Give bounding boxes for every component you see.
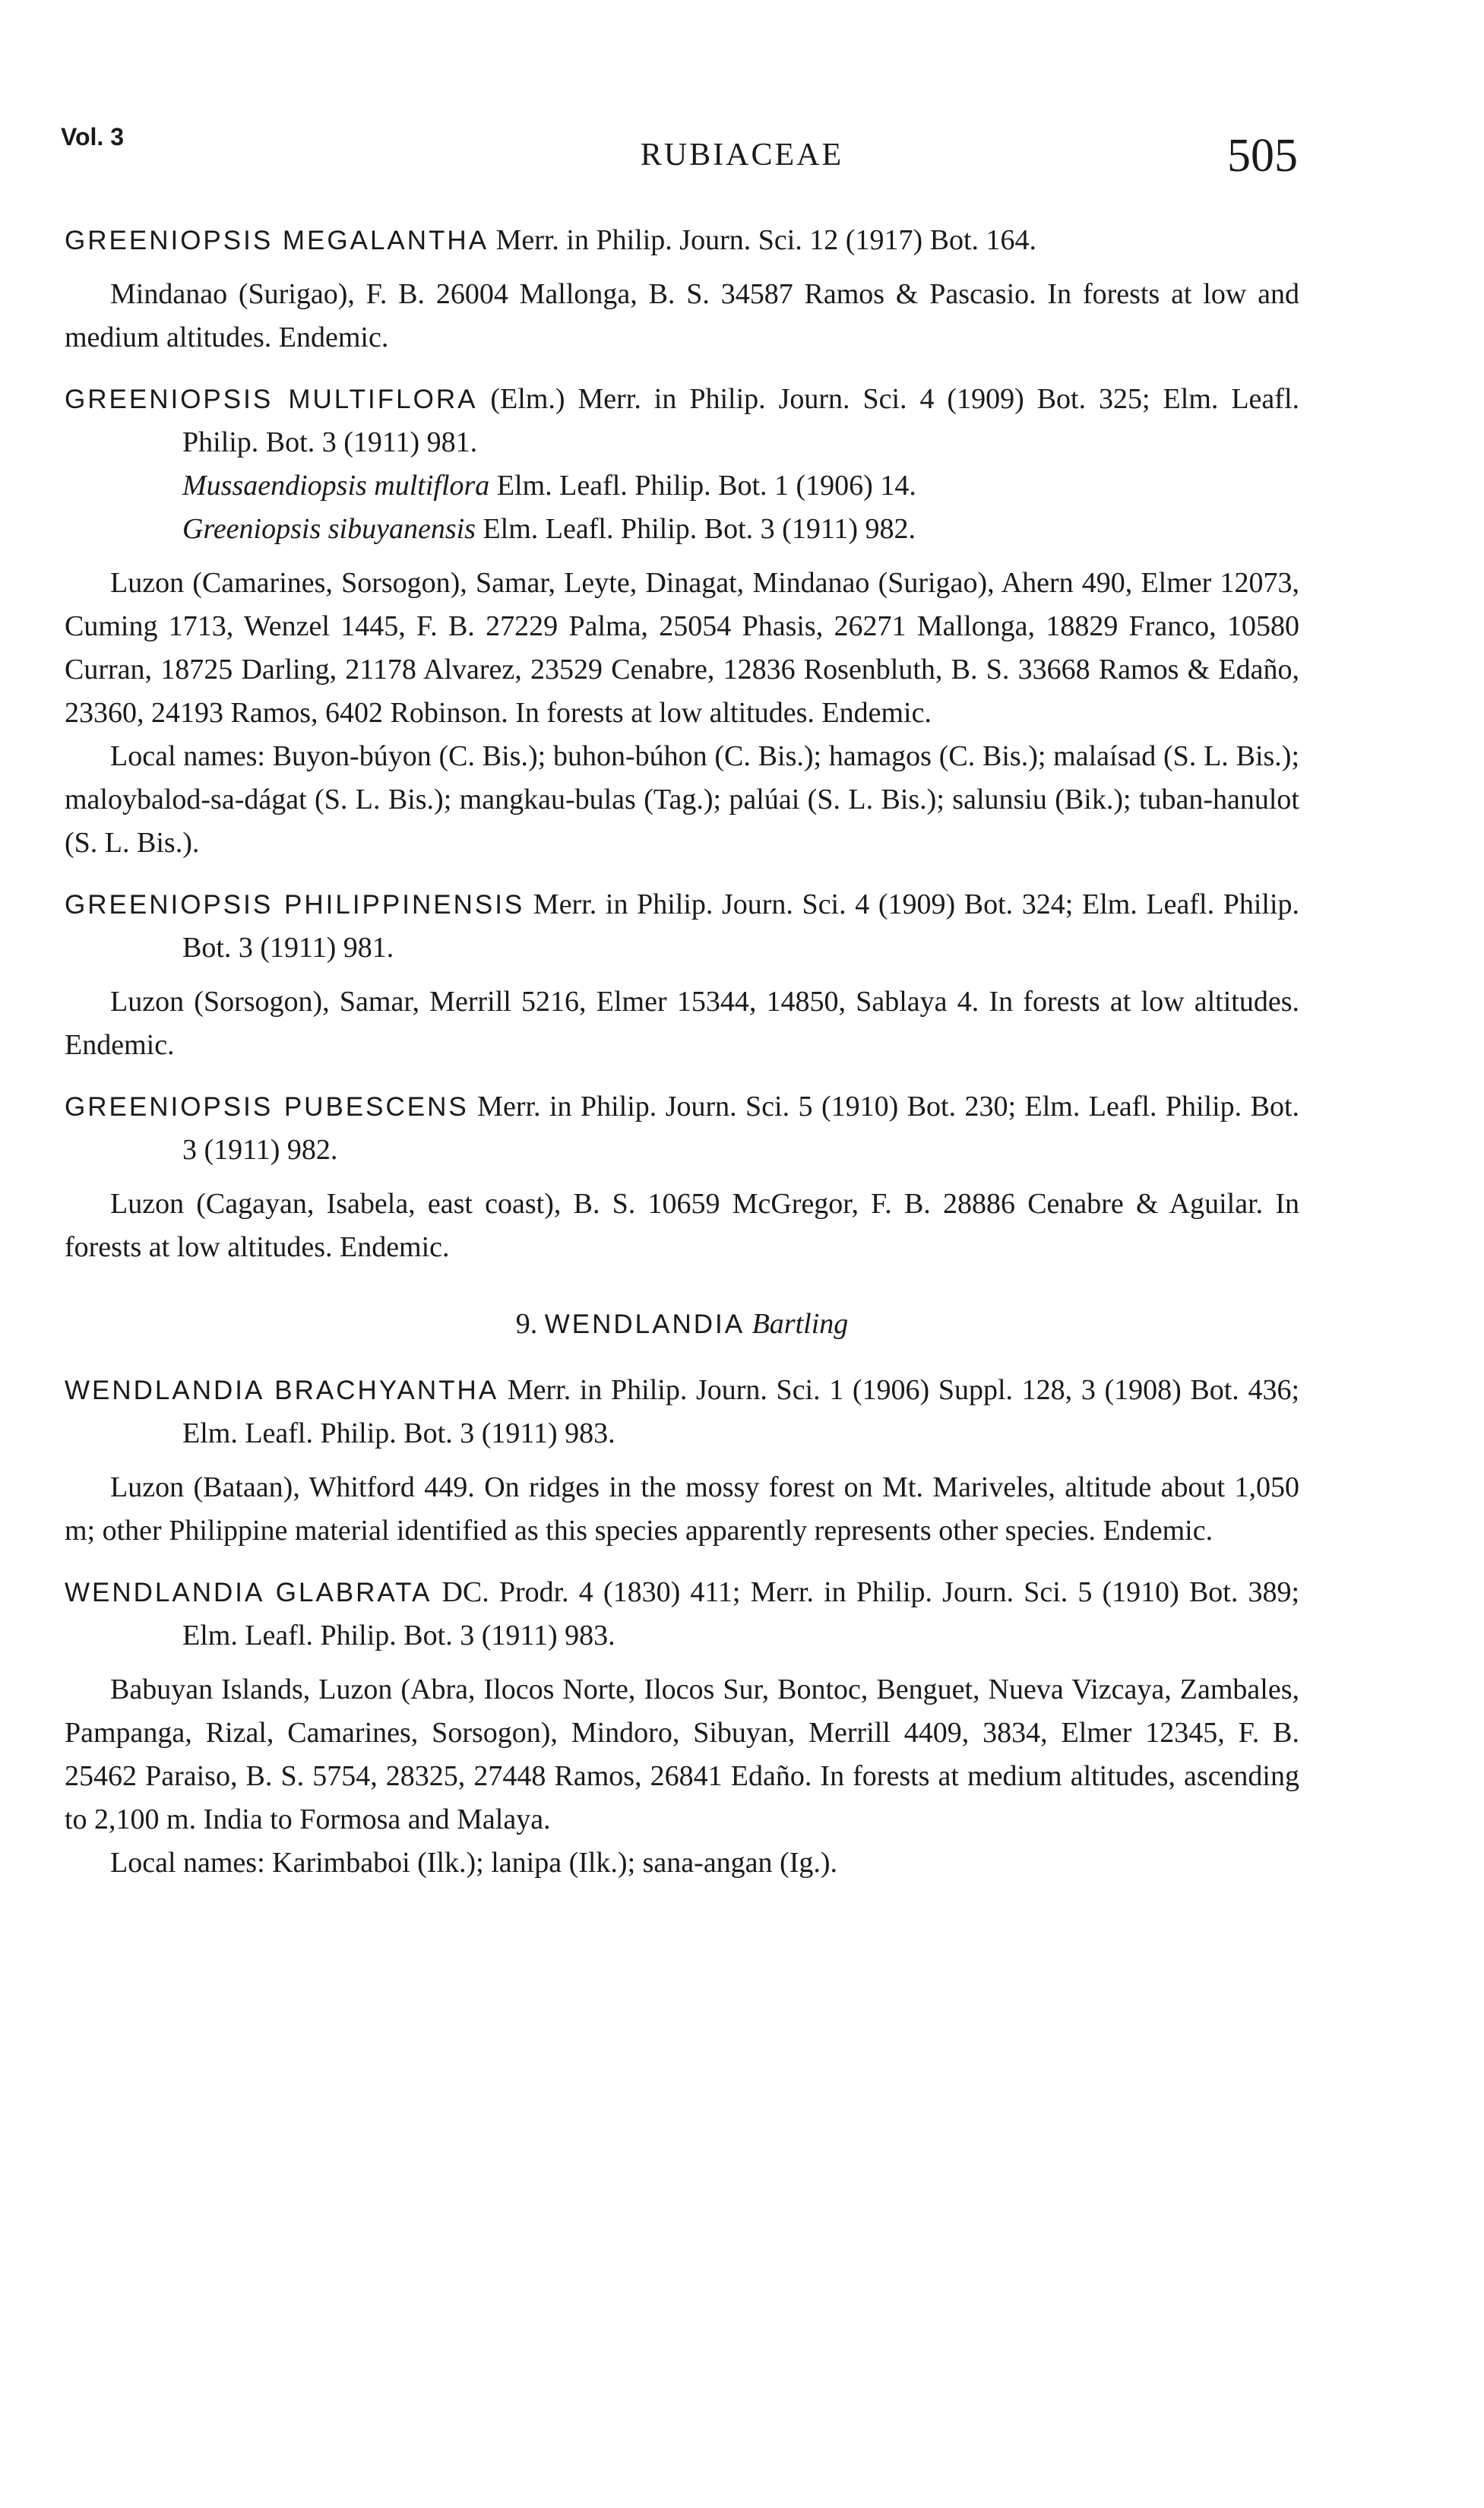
local-names-paragraph: Local names: Buyon-búyon (C. Bis.); buhon-búhon (C. Bis.); hamagos (C. Bis.); malaísad (S. L. Bis.); maloybalod-sa-dágat (S. L. Bis.); mangkau-bulas (Tag.); palúai (S. L. Bis.); salunsiu (Bik.); tuban-hanulot (S. L. Bis.). [65,740,1299,859]
species-heading [65,883,1299,970]
volume-label: Vol. 3 [61,123,124,150]
distribution-paragraph: Luzon (Bataan), Whitford 449. On ridges in the mossy forest on Mt. Mariveles, altitude about 1,050 m; other Philippine material identified as this species apparently represents other species. Endemic. [65,1471,1299,1547]
species-heading [65,219,1299,262]
synonym-line [65,508,1299,551]
page-body [65,219,1299,1885]
species-heading [65,1369,1299,1455]
local-names-paragraph: Local names: Karimbaboi (Ilk.); lanipa (Ilk.); sana-angan (Ig.). [110,1847,838,1879]
species-name: WENDLANDIA BRACHYANTHA [65,1376,499,1405]
species-name: GREENIOPSIS PUBESCENS [65,1092,469,1122]
species-citation: Merr. in Philip. Journ. Sci. 5 (1910) Bot. 230; Elm. Leafl. Philip. Bot. 3 (1911) 982. [182,1091,1300,1166]
species-citation: Merr. in Philip. Journ. Sci. 1 (1906) Suppl. 128, 3 (1908) Bot. 436; Elm. Leafl. Philip. Bot. 3 (1911) 983. [182,1374,1300,1449]
species-citation: Merr. in Philip. Journ. Sci. 4 (1909) Bot. 324; Elm. Leafl. Philip. Bot. 3 (1911) 981. [182,888,1300,964]
species-entry [65,378,1299,865]
family-title: RUBIACEAE [640,138,844,173]
synonym-citation: Elm. Leafl. Philip. Bot. 1 (1906) 14. [496,470,916,502]
distribution-paragraph: Mindanao (Surigao), F. B. 26004 Mallonga, B. S. 34587 Ramos & Pascasio. In forests at low and medium altitudes. Endemic. [65,278,1299,353]
synonym-name: Greeniopsis sibuyanensis [182,513,476,545]
genus-name: WENDLANDIA [544,1309,745,1339]
genus-heading [65,1303,1299,1346]
species-heading [65,1085,1299,1172]
synonym-citation: Elm. Leafl. Philip. Bot. 3 (1911) 982. [483,513,916,545]
species-entry [65,1085,1299,1269]
species-citation: (Elm.) Merr. in Philip. Journ. Sci. 4 (1909) Bot. 325; Elm. Leafl. Philip. Bot. 3 (1911) 981. [182,383,1299,458]
synonym-name: Mussaendiopsis multiflora [182,470,490,502]
species-entry [65,1369,1299,1553]
distribution-paragraph: Luzon (Camarines, Sorsogon), Samar, Leyte, Dinagat, Mindanao (Surigao), Ahern 490, Elmer 12073, Cuming 1713, Wenzel 1445, F. B. 27229 Palma, 25054 Phasis, 26271 Mallonga, 18829 Franco, 10580 Curran, 18725 Darling, 21178 Alvarez, 23529 Cenabre, 12836 Rosenbluth, B. S. 33668 Ramos & Edaño, 23360, 24193 Ramos, 6402 Robinson. In forests at low altitudes. Endemic. [65,567,1299,729]
species-heading [65,378,1299,464]
distribution-paragraph: Babuyan Islands, Luzon (Abra, Ilocos Norte, Ilocos Sur, Bontoc, Benguet, Nueva Vizcaya, Zambales, Pampanga, Rizal, Camarines, Sorsogon), Mindoro, Sibuyan, Merrill 4409, 3834, Elmer 12345, F. B. 25462 Paraiso, B. S. 5754, 28325, 27448 Ramos, 26841 Edaño. In forests at medium altitudes, ascending to 2,100 m. India to Formosa and Malaya. [65,1674,1299,1835]
running-header [0,114,1484,182]
species-entry [65,219,1299,359]
page-number: 505 [1227,130,1298,182]
species-name: WENDLANDIA GLABRATA [65,1578,432,1607]
synonym-line [65,464,1299,508]
species-name: GREENIOPSIS MULTIFLORA [65,385,478,414]
species-entry [65,883,1299,1067]
species-entry [65,1571,1299,1885]
distribution-paragraph: Luzon (Sorsogon), Samar, Merrill 5216, Elmer 15344, 14850, Sablaya 4. In forests at low altitudes. Endemic. [65,986,1299,1061]
species-citation: DC. Prodr. 4 (1830) 411; Merr. in Philip. Journ. Sci. 5 (1910) Bot. 389; Elm. Leafl. Philip. Bot. 3 (1911) 983. [182,1576,1300,1651]
genus-author: Bartling [751,1308,849,1340]
species-heading [65,1571,1299,1658]
genus-number: 9. [515,1308,538,1340]
distribution-paragraph: Luzon (Cagayan, Isabela, east coast), B. S. 10659 McGregor, F. B. 28886 Cenabre & Aguilar. In forests at low altitudes. Endemic. [65,1188,1299,1263]
species-name: GREENIOPSIS MEGALANTHA [65,226,489,255]
species-name: GREENIOPSIS PHILIPPINENSIS [65,890,525,920]
species-citation: Merr. in Philip. Journ. Sci. 12 (1917) Bot. 164. [495,224,1037,256]
